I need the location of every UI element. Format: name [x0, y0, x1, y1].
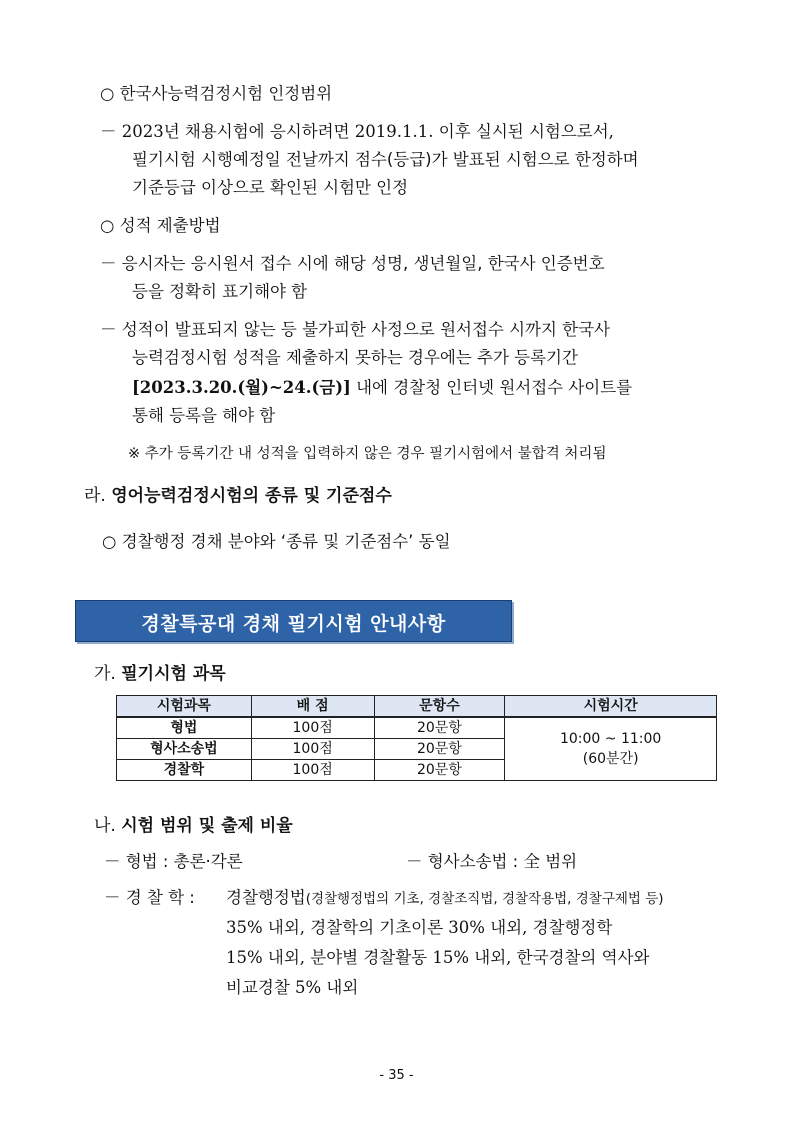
heading-prefix: 가. [94, 664, 122, 684]
col-header-subject: 시험과목 [117, 696, 252, 718]
heading-text: 필기시험 과목 [121, 664, 226, 684]
exam-subjects-table [116, 695, 717, 781]
cell-subject: 경찰학 [117, 760, 252, 781]
cell-score: 100점 [251, 717, 374, 739]
cell-questions: 20문항 [374, 739, 505, 760]
cell-questions: 20문항 [374, 760, 505, 781]
table-header-row [117, 696, 717, 718]
cell-subject: 형법 [117, 717, 252, 739]
cell-score: 100점 [251, 760, 374, 781]
bullet-submit-method: ○ 성적 제출방법 [100, 216, 221, 235]
heading-prefix: 라. [84, 486, 112, 506]
time-duration: (60분간) [582, 751, 639, 767]
cell-questions: 20문항 [374, 717, 505, 739]
dash-extra-line4: 통해 등록을 해야 함 [132, 406, 276, 425]
col-header-score: 배 점 [251, 696, 374, 718]
cell-score: 100점 [251, 739, 374, 760]
extra-period-rest: 내에 경찰청 인터넷 원서접수 사이트를 [350, 378, 633, 397]
scope-police-line4: 비교경찰 5% 내외 [226, 978, 359, 997]
scope-police-line2: 35% 내외, 경찰학의 기초이론 30% 내외, 경찰행정학 [226, 918, 613, 937]
bullet-history-scope: ○ 한국사능력검정시험 인정범위 [100, 84, 333, 103]
scope-police-line1 [226, 886, 664, 911]
scope-police-label: － 경 찰 학 : [104, 888, 195, 907]
dash-extra-line3 [132, 376, 632, 400]
cell-subject: 형사소송법 [117, 739, 252, 760]
dash-applicant-line1: － 응시자는 응시원서 접수 시에 해당 성명, 생년월일, 한국사 인증번호 [100, 254, 605, 273]
dash-extra-line1: － 성적이 발표되지 않는 등 불가피한 사정으로 원서접수 시까지 한국사 [100, 320, 610, 339]
scope-criminal-law: － 형법 : 총론·각론 [104, 852, 243, 871]
heading-subjects [94, 662, 226, 686]
section-banner [75, 600, 512, 642]
table-row [117, 717, 717, 739]
heading-scope [94, 814, 293, 838]
scope-criminal-procedure: － 형사소송법 : 全 범위 [406, 852, 578, 871]
dash-extra-line2: 능력검정시험 성적을 제출하지 못하는 경우에는 추가 등록기간 [132, 348, 578, 367]
extra-period: [2023.3.20.(월)~24.(금)] [132, 378, 351, 397]
page-number: - 35 - [379, 1068, 414, 1083]
col-header-questions: 문항수 [374, 696, 505, 718]
scope-police-line3: 15% 내외, 분야별 경찰활동 15% 내외, 한국경찰의 역사와 [226, 948, 650, 967]
note-fail: ※ 추가 등록기간 내 성적을 입력하지 않은 경우 필기시험에서 불합격 처리됨 [128, 446, 607, 462]
cell-time [505, 717, 717, 781]
heading-text: 시험 범위 및 출제 비율 [121, 816, 293, 836]
time-range: 10:00 ~ 11:00 [559, 731, 662, 747]
dash-recruit-line2: 필기시험 시행예정일 전날까지 점수(등급)가 발표된 시험으로 한정하며 [132, 150, 639, 169]
dash-applicant-line2: 등을 정확히 표기해야 함 [132, 282, 308, 301]
police-admin-law-detail: (경찰행정법의 기초, 경찰조직법, 경찰작용법, 경찰구제법 등) [305, 891, 664, 907]
heading-text: 영어능력검정시험의 종류 및 기준점수 [111, 486, 392, 506]
col-header-time: 시험시간 [505, 696, 717, 718]
dash-recruit-line1: － 2023년 채용시험에 응시하려면 2019.1.1. 이후 실시된 시험으로서, [100, 122, 614, 141]
dash-recruit-line3: 기준등급 이상으로 확인된 시험만 인정 [132, 178, 409, 197]
heading-english-test [84, 484, 392, 508]
police-admin-law: 경찰행정법 [226, 888, 306, 907]
banner-title: 경찰특공대 경채 필기시험 안내사항 [141, 613, 446, 635]
heading-prefix: 나. [94, 816, 122, 836]
bullet-english-same: ○ 경찰행정 경채 분야와 ‘종류 및 기준점수’ 동일 [102, 532, 451, 551]
